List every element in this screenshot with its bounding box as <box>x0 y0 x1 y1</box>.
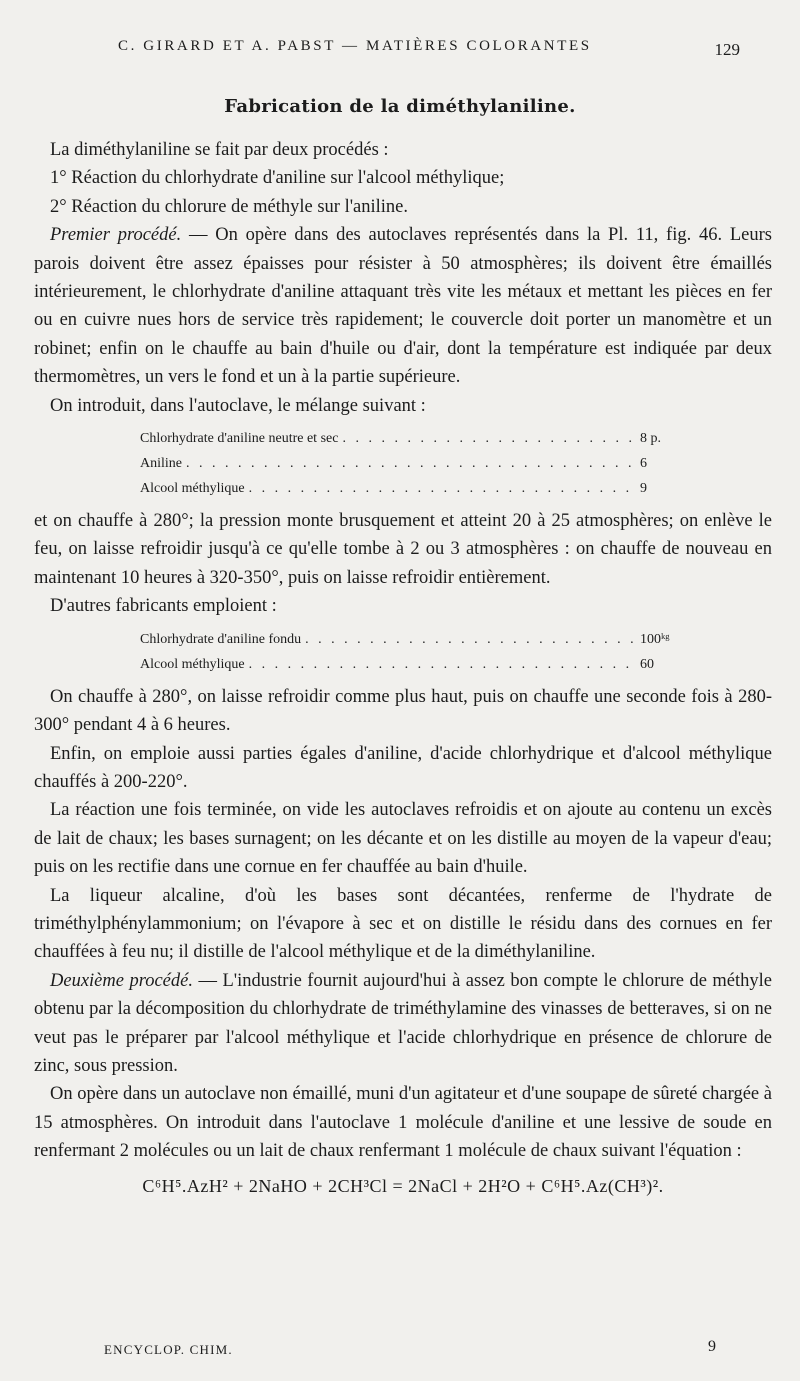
recipe-list <box>140 627 680 677</box>
recipe-row <box>140 451 680 476</box>
paragraph-label: Deuxième procédé. <box>50 970 193 991</box>
recipe-qty: 9 <box>640 481 647 497</box>
running-header <box>118 38 740 59</box>
paragraph <box>34 221 772 391</box>
paragraph-label: Premier procédé. <box>50 225 182 246</box>
signature-mark: 9 <box>708 1338 716 1355</box>
leader-dots <box>186 451 636 476</box>
leader-dots <box>305 627 636 652</box>
paragraph: Enfin, on emploie aussi parties égales d'aniline, d'acide chlorhydrique et d'alcool méthylique chauffés à 200-220°. <box>34 743 772 792</box>
leader-dots <box>249 652 636 677</box>
recipe-qty: 60 <box>640 656 654 672</box>
paragraph: La diméthylaniline se fait par deux procédés : <box>50 140 389 160</box>
recipe-row <box>140 652 680 677</box>
recipe-row <box>140 476 680 501</box>
recipe-label: Alcool méthylique <box>140 481 245 497</box>
paragraph: La liqueur alcaline, d'où les bases sont décantées, renferme de l'hydrate de triméthylphénylammonium; on l'évapore à sec et on distille le résidu dans des cornues en fer chauffées à feu nu; il distille de l'alcool méthylique et de la diméthylaniline. <box>34 885 772 963</box>
recipe-row <box>140 627 680 652</box>
paragraph: On introduit, dans l'autoclave, le mélange suivant : <box>50 395 426 416</box>
recipe-label: Chlorhydrate d'aniline neutre et sec <box>140 431 339 447</box>
recipe-qty: 8 p. <box>640 431 661 447</box>
paragraph: On chauffe à 280°, on laisse refroidir comme plus haut, puis on chauffe une seconde fois à 280-300° pendant 4 à 6 heures. <box>34 686 772 736</box>
recipe-list <box>140 426 680 501</box>
recipe-label: Alcool méthylique <box>140 656 245 672</box>
paragraph-text: — L'industrie fournit aujourd'hui à assez bon compte le chlorure de méthyle obtenu par la décomposition du chlorhydrate de triméthylamine des vinasses de betteraves, si on ne veut pas le préparer par l'alcool méthylique et l'acide chlorhydrique en présence de chlorure de zinc, sous pression. <box>34 970 772 1076</box>
recipe-label: Chlorhydrate d'aniline fondu <box>140 631 302 647</box>
recipe-row <box>140 426 680 451</box>
running-title: C. GIRARD ET A. PABST — MATIÈRES COLORANTES <box>118 38 592 54</box>
footer-label: ENCYCLOP. CHIM. <box>104 1342 233 1357</box>
recipe-label: Aniline <box>140 456 182 472</box>
body-text <box>34 136 772 1200</box>
page-number: 129 <box>714 40 740 59</box>
chemical-equation: C⁶H⁵.AzH² + 2NaHO + 2CH³Cl = 2NaCl + 2H²O + C⁶H⁵.Az(CH³)². <box>142 1175 664 1196</box>
paragraph: et on chauffe à 280°; la pression monte brusquement et atteint 20 à 25 atmosphères; on enlève le feu, on laisse refroidir jusqu'à ce qu'elle tombe à 2 ou 3 atmosphères : on chauffe de nouveau en maintenant 10 heures à 320-350°, puis on laisse refroidir entièrement. <box>34 511 772 588</box>
paragraph: On opère dans un autoclave non émaillé, muni d'un agitateur et d'une soupape de sûreté chargée à 15 atmosphères. On introduit dans l'autoclave 1 molécule d'aniline et une lessive de soude en renfermant 2 molécules ou un lait de chaux renfermant 1 molécule de chaux suivant l'équation : <box>34 1084 772 1162</box>
paragraph: 2° Réaction du chlorure de méthyle sur l'aniline. <box>50 196 409 217</box>
paragraph: D'autres fabricants emploient : <box>50 596 277 617</box>
recipe-qty: 100ᵏᵍ <box>640 631 670 647</box>
paragraph <box>34 967 772 1081</box>
page-footer <box>104 1338 716 1358</box>
leader-dots <box>249 476 636 501</box>
section-title: Fabrication de la diméthylaniline. <box>224 96 576 117</box>
paragraph: La réaction une fois terminée, on vide les autoclaves refroidis et on ajoute au contenu un excès de lait de chaux; les bases surnagent; on les décante et on les distille au moyen de la vapeur d'eau; puis on les rectifie dans une cornue en fer chauffée au bain d'huile. <box>34 800 772 878</box>
recipe-qty: 6 <box>640 456 647 472</box>
leader-dots <box>342 426 636 451</box>
paragraph: 1° Réaction du chlorhydrate d'aniline sur l'alcool méthylique; <box>50 168 505 189</box>
paragraph-text: — On opère dans des autoclaves représentés dans la Pl. 11, fig. 46. Leurs parois doivent être assez épaisses pour résister à 50 atmosphères; ils doivent être émaillés intérieurement, le chlorhydrate d'aniline attaquant très vite les métaux et mettant les pièces en fer ou en cuivre nues hors de service très rapidement; le couvercle doit porter un manomètre et un robinet; enfin on le chauffe au bain d'huile ou d'air, dont la température est indiquée par deux thermomètres, un vers le fond et un à la partie supérieure. <box>34 225 772 388</box>
